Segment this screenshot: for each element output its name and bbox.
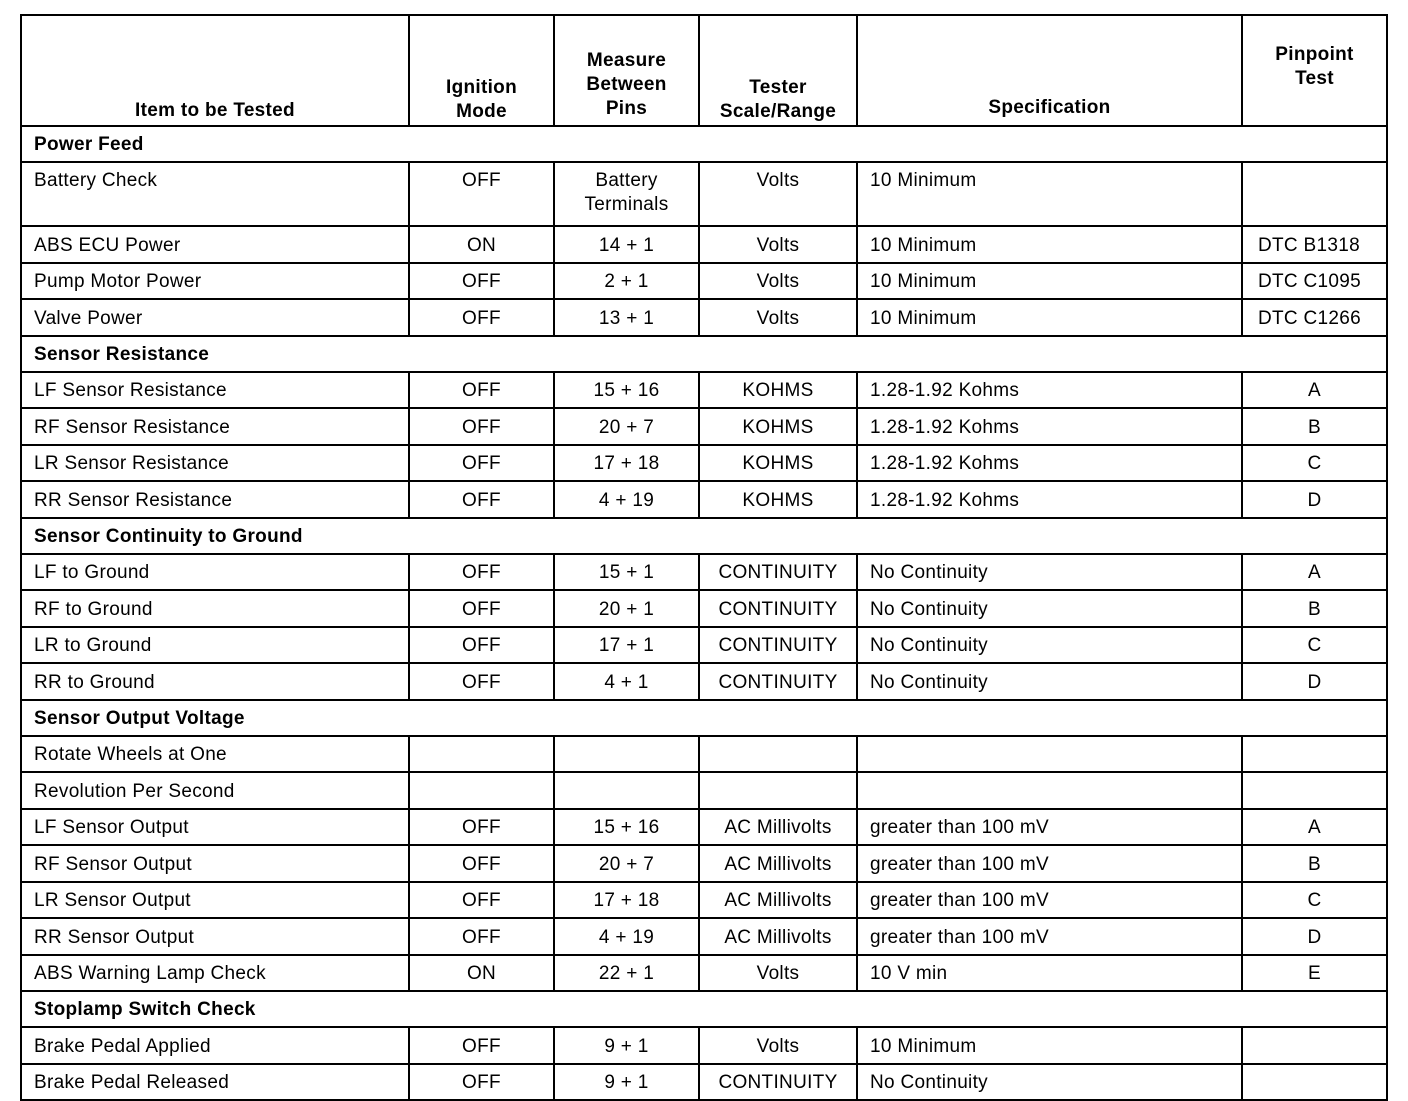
cell-specification: No Continuity [857,663,1242,700]
cell-measure-pins: 9 + 1 [554,1027,699,1064]
cell-specification: 1.28-1.92 Kohms [857,445,1242,482]
cell-pinpoint-test: C [1242,882,1387,919]
cell-specification: greater than 100 mV [857,809,1242,846]
cell-ignition-mode: OFF [409,918,554,955]
header-item-to-be-tested: Item to be Tested [21,15,409,126]
table-row [21,263,1387,300]
cell-specification: 1.28-1.92 Kohms [857,408,1242,445]
cell-pinpoint-test [1242,772,1387,809]
cell-tester-scale: AC Millivolts [699,882,857,919]
cell-item: LF to Ground [21,554,409,591]
cell-ignition-mode: ON [409,226,554,263]
cell-item: Pump Motor Power [21,263,409,300]
table-row [21,408,1387,445]
cell-tester-scale: AC Millivolts [699,845,857,882]
section-title: Power Feed [21,126,1387,162]
cell-measure-pins: 4 + 19 [554,918,699,955]
header-row [21,15,1387,126]
cell-specification: 10 Minimum [857,263,1242,300]
table-row [21,663,1387,700]
cell-specification: 10 Minimum [857,1027,1242,1064]
header-specification: Specification [857,15,1242,126]
table-row [21,809,1387,846]
cell-specification [857,772,1242,809]
cell-ignition-mode: OFF [409,445,554,482]
cell-ignition-mode: OFF [409,663,554,700]
cell-measure-pins: Battery Terminals [554,162,699,226]
table-row [21,882,1387,919]
table-row [21,845,1387,882]
section-header-row [21,700,1387,736]
cell-item: RR Sensor Output [21,918,409,955]
cell-item: RF to Ground [21,590,409,627]
cell-ignition-mode: OFF [409,408,554,445]
cell-tester-scale: Volts [699,299,857,336]
cell-measure-pins: 14 + 1 [554,226,699,263]
cell-ignition-mode: OFF [409,263,554,300]
cell-pinpoint-test: A [1242,372,1387,409]
cell-tester-scale: CONTINUITY [699,590,857,627]
cell-ignition-mode: OFF [409,845,554,882]
cell-specification: No Continuity [857,627,1242,664]
cell-specification: 10 Minimum [857,226,1242,263]
section-header-row [21,336,1387,372]
cell-item: ABS Warning Lamp Check [21,955,409,992]
cell-tester-scale: CONTINUITY [699,554,857,591]
cell-specification: 10 V min [857,955,1242,992]
cell-tester-scale: KOHMS [699,481,857,518]
cell-item: LF Sensor Output [21,809,409,846]
section-title: Sensor Output Voltage [21,700,1387,736]
cell-item: RF Sensor Output [21,845,409,882]
section-title: Stoplamp Switch Check [21,991,1387,1027]
cell-pinpoint-test [1242,736,1387,773]
table-row [21,299,1387,336]
cell-ignition-mode: OFF [409,1027,554,1064]
table-row [21,1027,1387,1064]
cell-tester-scale: KOHMS [699,445,857,482]
cell-measure-pins: 15 + 16 [554,372,699,409]
cell-measure-pins: 4 + 1 [554,663,699,700]
cell-tester-scale: KOHMS [699,372,857,409]
cell-item: RR Sensor Resistance [21,481,409,518]
cell-specification [857,736,1242,773]
cell-specification: 1.28-1.92 Kohms [857,481,1242,518]
header-measure-between-pins: Measure Between Pins [554,15,699,126]
cell-ignition-mode: OFF [409,162,554,226]
cell-ignition-mode: OFF [409,554,554,591]
cell-measure-pins: 17 + 18 [554,882,699,919]
cell-ignition-mode: OFF [409,481,554,518]
cell-item: Revolution Per Second [21,772,409,809]
cell-specification: greater than 100 mV [857,882,1242,919]
cell-measure-pins: 20 + 7 [554,845,699,882]
section-header-row [21,991,1387,1027]
cell-item: LF Sensor Resistance [21,372,409,409]
table-row [21,772,1387,809]
cell-tester-scale: Volts [699,162,857,226]
cell-pinpoint-test: A [1242,554,1387,591]
cell-measure-pins: 15 + 16 [554,809,699,846]
cell-item: RR to Ground [21,663,409,700]
cell-item: Battery Check [21,162,409,226]
cell-specification: greater than 100 mV [857,918,1242,955]
cell-ignition-mode: OFF [409,1064,554,1101]
cell-measure-pins: 2 + 1 [554,263,699,300]
cell-measure-pins: 22 + 1 [554,955,699,992]
cell-specification: 10 Minimum [857,162,1242,226]
section-title: Sensor Resistance [21,336,1387,372]
cell-ignition-mode: ON [409,955,554,992]
cell-pinpoint-test: D [1242,481,1387,518]
section-header-row [21,126,1387,162]
test-table-sheet [20,14,1388,1101]
test-procedure-table [20,14,1388,1101]
cell-pinpoint-test [1242,1064,1387,1101]
cell-pinpoint-test: DTC B1318 [1242,226,1387,263]
cell-item: Rotate Wheels at One [21,736,409,773]
section-header-row [21,518,1387,554]
cell-item: ABS ECU Power [21,226,409,263]
cell-pinpoint-test: B [1242,845,1387,882]
cell-item: Valve Power [21,299,409,336]
table-row [21,1064,1387,1101]
cell-measure-pins: 15 + 1 [554,554,699,591]
cell-pinpoint-test: DTC C1095 [1242,263,1387,300]
cell-measure-pins: 13 + 1 [554,299,699,336]
cell-measure-pins: 9 + 1 [554,1064,699,1101]
cell-item: LR Sensor Resistance [21,445,409,482]
cell-specification: greater than 100 mV [857,845,1242,882]
cell-measure-pins: 4 + 19 [554,481,699,518]
cell-ignition-mode [409,772,554,809]
cell-tester-scale: KOHMS [699,408,857,445]
cell-pinpoint-test: D [1242,918,1387,955]
cell-pinpoint-test [1242,162,1387,226]
cell-measure-pins [554,736,699,773]
cell-tester-scale: Volts [699,226,857,263]
cell-ignition-mode: OFF [409,882,554,919]
cell-specification: 1.28-1.92 Kohms [857,372,1242,409]
table-body [21,126,1387,1100]
cell-item: LR to Ground [21,627,409,664]
cell-item: Brake Pedal Applied [21,1027,409,1064]
cell-ignition-mode: OFF [409,372,554,409]
cell-ignition-mode: OFF [409,590,554,627]
cell-pinpoint-test [1242,1027,1387,1064]
cell-pinpoint-test: B [1242,590,1387,627]
table-row [21,918,1387,955]
table-row [21,445,1387,482]
cell-tester-scale [699,736,857,773]
table-row [21,226,1387,263]
cell-measure-pins: 17 + 18 [554,445,699,482]
cell-pinpoint-test: C [1242,445,1387,482]
table-row [21,627,1387,664]
cell-tester-scale: Volts [699,955,857,992]
table-row [21,590,1387,627]
cell-pinpoint-test: C [1242,627,1387,664]
cell-tester-scale: Volts [699,263,857,300]
cell-pinpoint-test: B [1242,408,1387,445]
header-ignition-mode: Ignition Mode [409,15,554,126]
cell-ignition-mode: OFF [409,809,554,846]
cell-pinpoint-test: DTC C1266 [1242,299,1387,336]
cell-item: LR Sensor Output [21,882,409,919]
cell-specification: No Continuity [857,590,1242,627]
header-tester-scale-range: Tester Scale/Range [699,15,857,126]
cell-tester-scale: AC Millivolts [699,918,857,955]
cell-tester-scale: CONTINUITY [699,663,857,700]
table-row [21,481,1387,518]
cell-specification: 10 Minimum [857,299,1242,336]
cell-tester-scale: Volts [699,1027,857,1064]
cell-measure-pins: 20 + 1 [554,590,699,627]
table-row [21,372,1387,409]
header-pinpoint-test: Pinpoint Test [1242,15,1387,126]
cell-item: RF Sensor Resistance [21,408,409,445]
cell-measure-pins: 17 + 1 [554,627,699,664]
cell-tester-scale: AC Millivolts [699,809,857,846]
table-row [21,554,1387,591]
cell-ignition-mode [409,736,554,773]
cell-pinpoint-test: E [1242,955,1387,992]
table-row [21,955,1387,992]
cell-specification: No Continuity [857,1064,1242,1101]
cell-measure-pins [554,772,699,809]
cell-ignition-mode: OFF [409,299,554,336]
section-title: Sensor Continuity to Ground [21,518,1387,554]
cell-specification: No Continuity [857,554,1242,591]
cell-tester-scale [699,772,857,809]
cell-ignition-mode: OFF [409,627,554,664]
cell-tester-scale: CONTINUITY [699,627,857,664]
table-row [21,736,1387,773]
cell-pinpoint-test: D [1242,663,1387,700]
table-row [21,162,1387,226]
cell-pinpoint-test: A [1242,809,1387,846]
cell-item: Brake Pedal Released [21,1064,409,1101]
cell-measure-pins: 20 + 7 [554,408,699,445]
cell-tester-scale: CONTINUITY [699,1064,857,1101]
